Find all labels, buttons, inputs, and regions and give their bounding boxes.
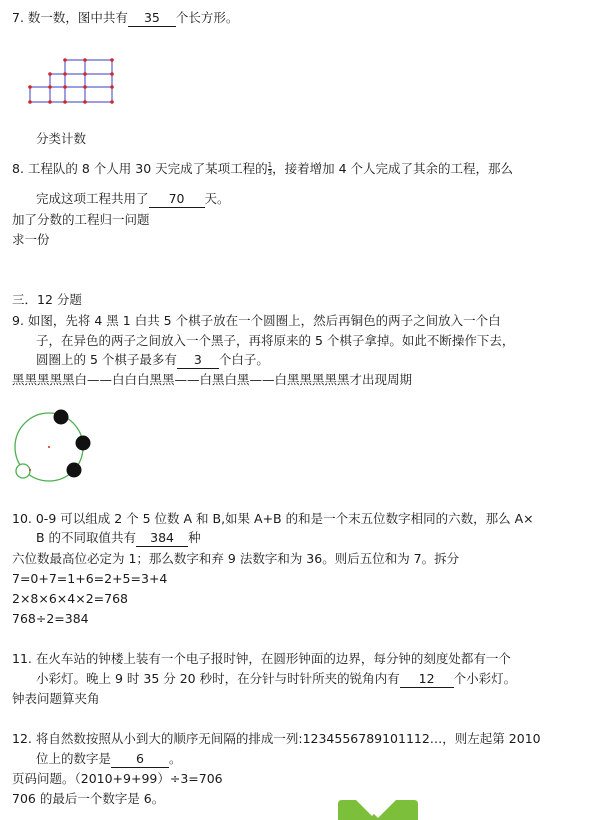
q10-line2-prefix: B 的不同取值共有 — [36, 530, 137, 545]
q12-line-1: 12. 将自然数按照从小到大的顺序无间隔的排成一列:1234556789101112…，则左起第 2010 — [12, 731, 541, 746]
q12-line2-suffix: 。 — [169, 751, 182, 766]
q8-note-2: 求一份 — [12, 232, 50, 247]
q12-line-2 — [36, 751, 182, 768]
q11-answer: 12 — [400, 671, 454, 688]
q8-answer: 70 — [149, 191, 205, 208]
q8-text-suffix: ，接着增加 4 个人完成了其余的工程，那么 — [272, 161, 514, 176]
q10-note-2: 7=0+7=1+6=2+5=3+4 — [12, 571, 168, 586]
q8-line-2 — [36, 191, 230, 208]
black-stone — [76, 436, 91, 451]
q7-text-prefix: 7. 数一数，图中共有 — [12, 10, 128, 25]
go-stones-circle-figure — [8, 400, 98, 490]
q7-line — [12, 10, 238, 27]
q12-note-2: 706 的最后一个数字是 6。 — [12, 791, 165, 806]
q8-text-prefix: 8. 工程队的 8 个人用 30 天完成了某项工程的 — [12, 161, 268, 176]
q9-line3-prefix: 圆圈上的 5 个棋子最多有 — [36, 352, 177, 367]
q9-line-3 — [36, 352, 269, 369]
q8-line2-prefix: 完成这项工程共用了 — [36, 191, 149, 206]
q8-fraction-numerator: 1 — [267, 161, 273, 169]
circle-center-dot — [48, 446, 50, 448]
q8-line2-suffix: 天。 — [204, 191, 230, 206]
q12-line2-prefix: 位上的数字是 — [36, 751, 112, 766]
q11-line2-suffix: 个小彩灯。 — [453, 671, 517, 686]
q9-answer: 3 — [177, 352, 219, 369]
q12-note-1: 页码问题。（2010+9+99）÷3=706 — [12, 771, 223, 786]
q10-note-1: 六位数最高位必定为 1；那么数字和弃 9 法数字和为 36。则后五位和为 7。拆分 — [12, 551, 460, 566]
q10-line-1: 10. 0-9 可以组成 2 个 5 位数 A 和 B,如果 A+B 的和是一个末五位数字相同的六数，那么 A× — [12, 511, 534, 526]
q10-line-2 — [36, 530, 201, 547]
q11-line-2 — [36, 671, 516, 688]
q8-line-1 — [12, 161, 513, 177]
q11-line2-prefix: 小彩灯。晚上 9 时 35 分 20 秒时，在分针与时针所夹的锐角内有 — [36, 671, 400, 686]
black-stone — [67, 463, 82, 478]
white-stone — [16, 464, 30, 478]
q7-text-suffix: 个长方形。 — [175, 10, 239, 25]
q10-note-3: 2×8×6×4×2=768 — [12, 591, 128, 606]
q8-fraction-denominator: 3 — [267, 169, 273, 177]
q9-line-1: 9. 如图，先将 4 黑 1 白共 5 个棋子放在一个圆圈上，然后再铜色的两子之间放入一个白 — [12, 313, 501, 328]
q7-note: 分类计数 — [36, 131, 87, 146]
q9-line3-suffix: 个白子。 — [218, 352, 269, 367]
q10-answer: 384 — [136, 530, 188, 547]
q10-note-4: 768÷2=384 — [12, 611, 89, 626]
q8-note-1: 加了分数的工程归一问题 — [12, 212, 150, 227]
section-title: 三．12 分题 — [12, 292, 82, 307]
black-stone — [54, 410, 69, 425]
q11-note: 钟表问题算夹角 — [12, 691, 100, 706]
q7-answer: 35 — [128, 10, 176, 27]
q9-line-2: 子，在异色的两子之间放入一个黑子，再将原来的 5 个棋子拿掉。如此不断操作下去， — [36, 333, 515, 348]
q12-answer: 6 — [111, 751, 169, 768]
q10-line2-suffix: 种 — [188, 530, 201, 545]
q9-note: 黑黑黑黑黑白——白白白黑黑——白黑白黑——白黑黑黑黑黑才出现周期 — [12, 372, 413, 387]
stone-mark-dot — [29, 469, 31, 471]
q11-line-1: 11. 在火车站的钟楼上装有一个电子报时钟，在圆形钟面的边界，每分钟的刻度处都有一个 — [12, 651, 511, 666]
logo-fragment-icon — [336, 798, 420, 820]
staircase-rectangle-figure — [20, 52, 120, 110]
